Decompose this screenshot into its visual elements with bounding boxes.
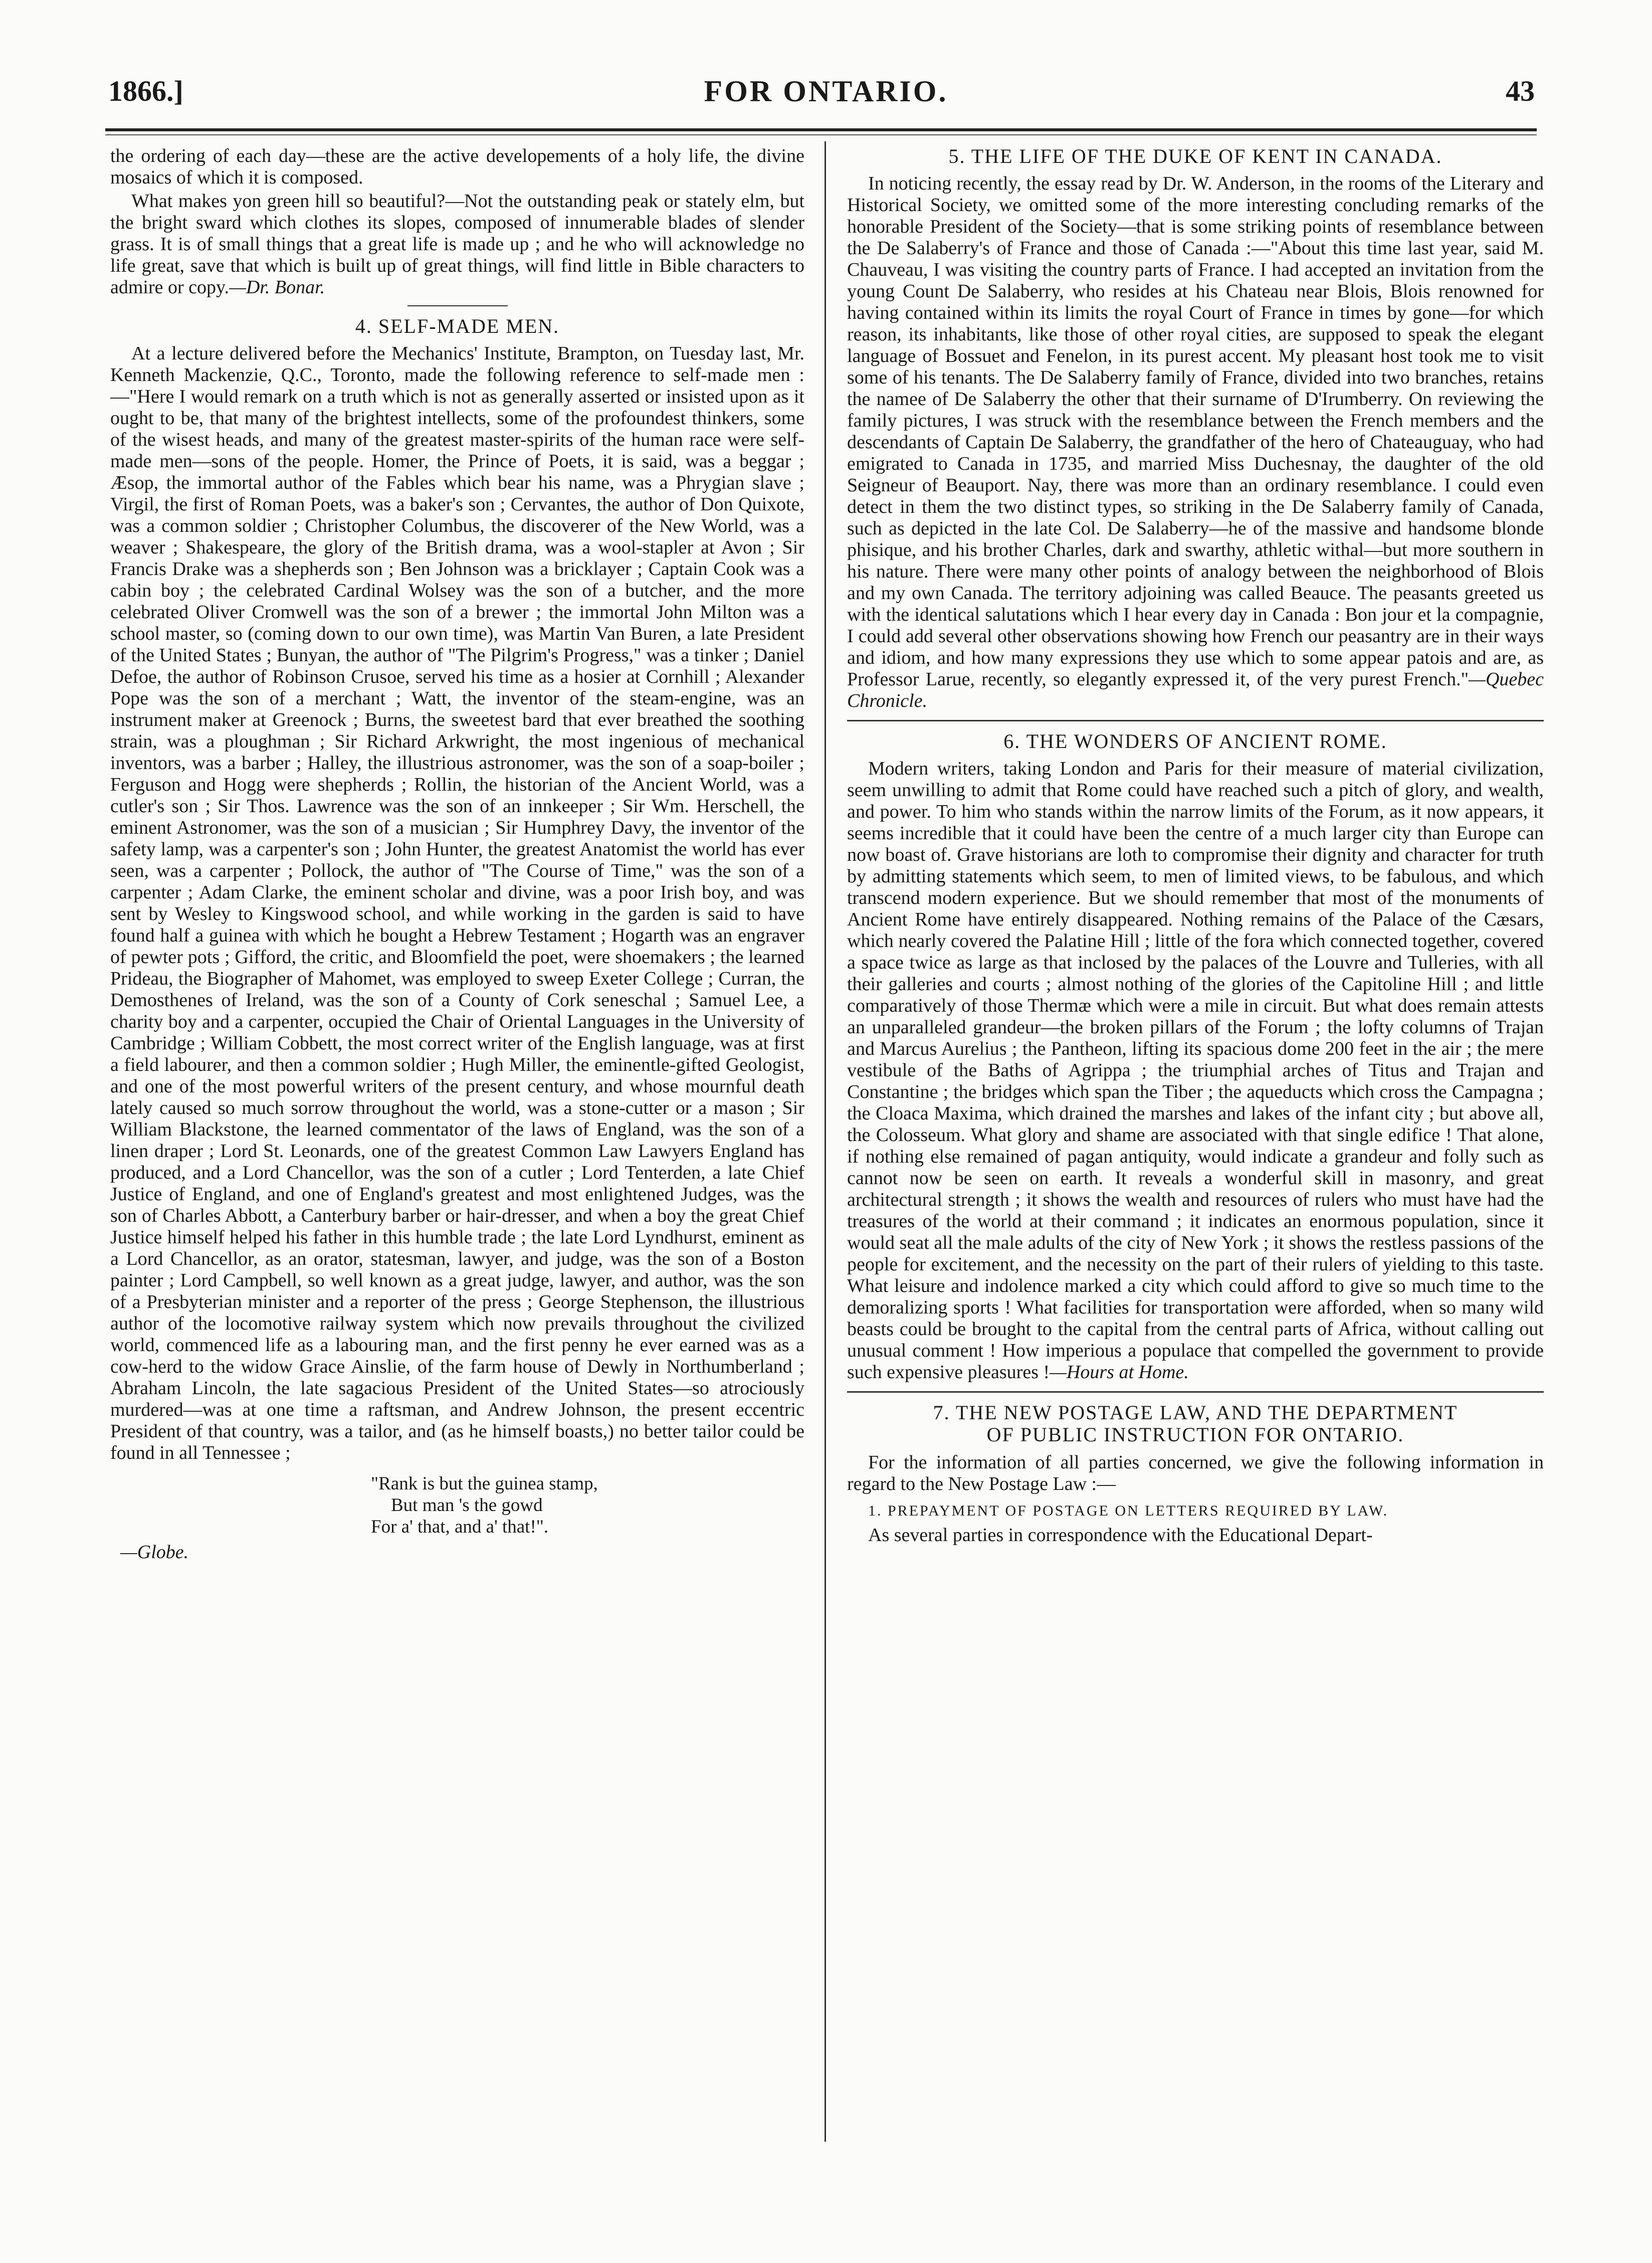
poem-quote: [371, 1473, 804, 1538]
header-page-number: 43: [1506, 75, 1535, 107]
section-7-subheading: 1. PREPAYMENT OF POSTAGE ON LETTERS REQUIRED BY LAW.: [868, 1502, 1388, 1519]
section-7-title-line: OF PUBLIC INSTRUCTION FOR ONTARIO.: [986, 1423, 1404, 1446]
section-7-body: As several parties in correspondence with the Educational Depart-: [868, 1525, 1373, 1546]
intro-attribution: —Dr. Bonar.: [229, 277, 325, 298]
poem-line: For a' that, and a' that!".: [371, 1517, 549, 1537]
section-5-text: In noticing recently, the essay read by Dr. W. Anderson, in the rooms of the Literary and Historical Society, we omitted some of the more interesting concluding remarks of the honorable President of the Society—that is some striking points of resemblance between the De Salaberry's of France and those of Canada :—"About this time last year, said M. Chauveau, I was visiting the country parts of France. I had accepted an invitation from the young Count De Salaberry, who resides at his Chateau near Blois, Blois renowned for having contained within its limits the royal Court of France in times by gone—for which reason, its inhabitants, like those of other royal cities, are supposed to speak the elegant language of Bossuet and Fenelon, in its purest accent. My pleasant host took me to visit some of his tenants. The De Salaberry family of France, divided into two branches, retains the namee of De Salaberry the other that their surname of D'Irumberry. On reviewing the family pictures, I was struck with the resemblance between the French members and the descendants of Captain De Salaberry, the grandfather of the hero of Chateauguay, who had emigrated to Canada in 1735, and married Miss Duchesnay, the daughter of the old Seigneur of Beauport. Nay, there was more than an ordinary resemblance. I could even detect in them the two distinct types, so striking in the De Salaberry family of Canada, such as depicted in the late Col. De Salaberry—he of the massive and handsome blonde phisique, and his brother Charles, dark and swarthy, athletic withal—but more southern in his nature. There were many other points of analogy between the neighborhood of Blois and my own Canada. The territory adjoining was called Beauce. The peasants greeted us with the identical salutations which I hear every day in Canada : Bon jour et la compagnie, I could add several other observations showing how French our peasantry are in their ways and idiom, and how many expressions they use which to some appear patois and are, as Professor Larue, recently, so elegantly expressed it, of the very purest French.": [847, 173, 1544, 690]
left-column: [110, 145, 804, 2151]
section-rule: [847, 720, 1544, 721]
poem-line: "Rank is but the guinea stamp,: [371, 1473, 598, 1494]
section-6-text: Modern writers, taking London and Paris for their measure of material civilization, seem unwilling to admit that Rome could have reached such a pitch of glory, and wealth, and power. To him who stands within the narrow limits of the Forum, as it now appears, it seems incredible that it could have been the centre of a much larger city than Europe can now boast of. Grave historians are loth to compromise their dignity and character for truth by admitting statements which seem, to men of limited views, to be fabulous, and which transcend modern experience. But we should remember that most of the monuments of Ancient Rome have entirely disappeared. Nothing remains of the Palace of the Cæsars, which nearly covered the Palatine Hill ; little of the fora which connected together, covered a space twice as large as that inclosed by the palaces of the Louvre and Tulleries, with all their galleries and courts ; almost nothing of the glories of the Capitoline Hill ; and little comparatively of those Thermæ which were a mile in circuit. But what does remain attests an unparalleled grandeur—the broken pillars of the Forum ; the lofty columns of Trajan and Marcus Aurelius ; the Pantheon, lifting its spacious dome 200 feet in the air ; the mere vestibule of the Baths of Agrippa ; the triumphial arches of Titus and Trajan and Constantine ; the bridges which span the Tiber ; the aqueducts which cross the Campagna ; the Cloaca Maxima, which drained the marshes and lakes of the infant city ; but above all, the Colosseum. What glory and shame are associated with that single edifice ! That alone, if nothing else remained of pagan antiquity, would indicate a grandeur and folly such as cannot now be seen on earth. It reveals a wonderful skill in masonry, and great architectural strength ; it shows the wealth and resources of rulers who must have had the treasures of the world at their command ; it indicates an enormous population, since it would seat all the male adults of the city of New York ; it shows the restless passions of the people for excitement, and the necessity on the part of their rulers of yielding to this taste. What leisure and indolence marked a city which could afford to give so much time to the demoralizing sports ! What facilities for transportation were afforded, when so many wild beasts could be brought to the capital from the central parts of Africa, without calling out unusual comment ! How imperious a populace that compelled the government to provide such expensive pleasures !: [847, 758, 1544, 1383]
intro-paragraph-continued: the ordering of each day—these are the active developements of a holy life, the divine mosaics of which it is composed.: [110, 145, 804, 188]
section-6-title: 6. THE WONDERS OF ANCIENT ROME.: [1003, 730, 1387, 752]
section-rule: [847, 1391, 1544, 1393]
header-title: FOR ONTARIO.: [704, 75, 948, 108]
section-4-body: At a lecture delivered before the Mechanics' Institute, Brampton, on Tuesday last, Mr. Kenneth Mackenzie, Q.C., Toronto, made the following reference to self-made men :—"Here I would remark on a truth which is not as generally asserted or insisted upon as it ought to be, that many of the brightest intellects, some of the profoundest thinkers, some of the wisest heads, and many of the greatest master-spirits of the human race were self-made men—sons of the people. Homer, the Prince of Poets, it is said, was a beggar ; Æsop, the immortal author of the Fables which bear his name, was a Phrygian slave ; Virgil, the first of Roman Poets, was a baker's son ; Cervantes, the author of Don Quixote, was a common soldier ; Christopher Columbus, the discoverer of the New World, was a weaver ; Shakespeare, the glory of the British drama, was a wool-stapler at Avon ; Sir Francis Drake was a shepherds son ; Ben Johnson was a bricklayer ; Captain Cook was a cabin boy ; the celebrated Cardinal Wolsey was the son of a butcher, and the more celebrated Oliver Cromwell was the son of a brewer ; the immortal John Milton was a school master, so (coming down to our own time), was Martin Van Buren, a late President of the United States ; Bunyan, the author of "The Pilgrim's Progress," was a tinker ; Daniel Defoe, the author of Robinson Crusoe, served his time as a hosier at Cornhill ; Alexander Pope was the son of a merchant ; Watt, the inventor of the steam-engine, was an instrument maker at Greenock ; Burns, the sweetest bard that ever breathed the soothing strain, was a ploughman ; Sir Richard Arkwright, the most ingenious of mechanical inventors, was a barber ; Halley, the illustrious astronomer, was the son of a soap-boiler ; Ferguson and Hogg were shepherds ; Rollin, the historian of the Ancient World, was a cutler's son ; Sir Thos. Lawrence was the son of an innkeeper ; Sir Wm. Herschell, the eminent Astronomer, was the son of a musician ; Sir Humphrey Davy, the inventor of the safety lamp, was a carpenter's son ; John Hunter, the greatest Anatomist the world has ever seen, was a carpenter ; Pollock, the author of "The Course of Time," was the son of a carpenter ; Adam Clarke, the eminent scholar and divine, was a poor Irish boy, and was sent by Wesley to Kingswood school, and while working in the garden is said to have found half a guinea with which he bought a Hebrew Testament ; Hogarth was an engraver of pewter pots ; Gifford, the critic, and Bloomfield the poet, were shoemakers ; the learned Prideau, the Biographer of Mahomet, was employed to sweep Exeter College ; Curran, the Demosthenes of Ireland, was the son of a County of Cork seneschal ; Samuel Lee, a charity boy and a carpenter, occupied the Chair of Oriental Languages in the University of Cambridge ; William Cobbett, the most correct writer of the English language, was at first a field labourer, and then a common soldier ; Hugh Miller, the eminentle-gifted Geologist, and one of the most powerful writers of the present century, and whose mournful death lately caused so much sorrow throughout the world, was a stone-cutter or a mason ; Sir William Blackstone, the learned commentator of the laws of England, was the son of a linen draper ; Lord St. Leonards, one of the greatest Common Law Lawyers England has produced, and a Lord Chancellor, was the son of a cutler ; Lord Tenterden, a late Chief Justice of England, and one of England's greatest and most enlightened Judges, was the son of Charles Abbott, a Canterbury barber or hair-dresser, and when a boy the great Chief Justice himself helped his father in this humble trade ; the late Lord Lyndhurst, eminent as a Lord Chancellor, as an orator, statesman, lawyer, and judge, was the son of a Boston painter ; Lord Campbell, so well known as a great judge, lawyer, and author, was the son of a Presbyterian minister and a reporter of the press ; George Stephenson, the illustrious author of the locomotive railway system which now prevails throughout the civilized world, commenced life as a labouring man, and the first penny he ever earned was as a cow-herd to the widow Grace Ainslie, of the farm house of Dewly in Northumberland ; Abraham Lincoln, the late sagacious President of the United States—so atrociously murdered—was at one time a raftsman, and Andrew Johnson, the present eccentric President of that country, was a tailor, and (as he himself boasts,) no better tailor could be found in all Tennessee ;: [110, 343, 804, 1463]
header-rule: [105, 128, 1537, 131]
header-year: 1866.]: [108, 75, 183, 107]
section-5-attribution: —Quebec Chronicle.: [847, 669, 1544, 711]
poem-line: But man 's the gowd: [391, 1495, 543, 1516]
section-4-title: 4. SELF-MADE MEN.: [355, 315, 560, 337]
section-5-title: 5. THE LIFE OF THE DUKE OF KENT IN CANADA.: [948, 145, 1442, 167]
section-4-attribution: —Globe.: [120, 1542, 189, 1563]
right-column: [847, 145, 1544, 2151]
column-divider: [824, 141, 826, 2142]
page-header: [0, 74, 1652, 119]
intro-paragraph-text: What makes yon green hill so beautiful?—Not the outstanding peak or stately elm, but the bright sward which clothes its slopes, composed of innumerable blades of slender grass. It is of small things that a great life is made up ; and he who will acknowledge no life great, save that which is built up of great things, will find little in Bible characters to admire or copy.: [110, 191, 804, 298]
section-7-title-line: 7. THE NEW POSTAGE LAW, AND THE DEPARTMENT: [933, 1401, 1458, 1424]
header-rule-thin: [105, 134, 1537, 135]
section-6-attribution: —Hours at Home.: [1050, 1362, 1189, 1383]
section-6-body: [847, 758, 1544, 1383]
section-7-title: [847, 1402, 1544, 1446]
intro-paragraph-green-hill: [110, 191, 804, 298]
section-7-intro: For the information of all parties concerned, we give the following information in regard to the New Postage Law :—: [847, 1452, 1544, 1494]
section-5-body: [847, 173, 1544, 712]
section-rule: [407, 305, 508, 306]
